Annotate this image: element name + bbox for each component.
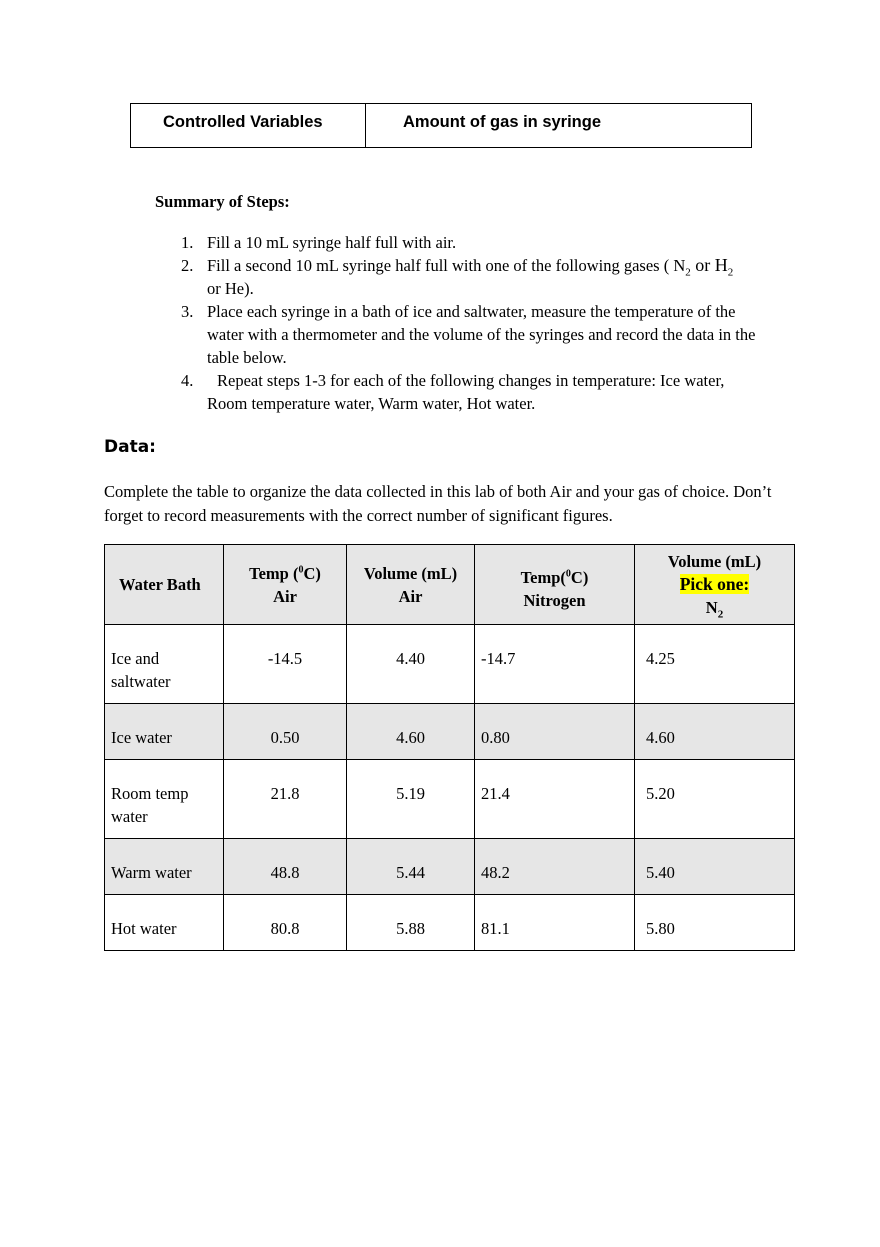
superscript: 0 bbox=[565, 568, 571, 580]
cell-bath: Room temp water bbox=[105, 760, 224, 839]
cell-temp-gas: -14.7 bbox=[475, 625, 635, 704]
header-text: Temp ( bbox=[249, 563, 299, 583]
header-text: Air bbox=[273, 586, 297, 606]
header-text: Nitrogen bbox=[523, 591, 586, 610]
table-row bbox=[105, 839, 795, 895]
data-instructions: Complete the table to organize the data collected in this lab of both Air and your gas of choice. Don’t forget to record measurements with the correct number of significant figures. bbox=[104, 482, 772, 525]
cell-temp-gas: 0.80 bbox=[475, 704, 635, 760]
subscript: 2 bbox=[685, 266, 691, 279]
header-text: Temp( bbox=[520, 568, 566, 587]
step-text: Repeat steps 1-3 for each of the following changes in temperature: Ice water, Room temperature water, Warm water, Hot water. bbox=[207, 371, 725, 413]
controlled-variables-value: Amount of gas in syringe bbox=[403, 113, 602, 131]
step-3 bbox=[181, 300, 766, 369]
step-text: Place each syringe in a bath of ice and saltwater, measure the temperature of the water with a thermometer and the volume of the syringes and record the data in the table below. bbox=[207, 302, 756, 367]
cell-volume-gas: 5.20 bbox=[635, 760, 795, 839]
header-text: Volume (mL) bbox=[667, 552, 762, 571]
cell-temp-gas: 21.4 bbox=[475, 760, 635, 839]
cell-temp-gas: 81.1 bbox=[475, 895, 635, 951]
step-1 bbox=[181, 231, 766, 254]
step-number: 2. bbox=[181, 256, 194, 275]
header-temp-nitrogen bbox=[475, 545, 635, 625]
cell-temp-air: 21.8 bbox=[224, 760, 347, 839]
cell-volume-gas: 5.80 bbox=[635, 895, 795, 951]
cell-volume-air: 5.19 bbox=[347, 760, 475, 839]
cell-bath: Hot water bbox=[105, 895, 224, 951]
cell-volume-air: 5.88 bbox=[347, 895, 475, 951]
step-text-or: or H bbox=[690, 255, 728, 275]
header-text: Air bbox=[398, 586, 423, 606]
table-row bbox=[105, 895, 795, 951]
header-text: C) bbox=[303, 563, 321, 583]
cell-bath: Warm water bbox=[105, 839, 224, 895]
cell-volume-gas: 5.40 bbox=[635, 839, 795, 895]
data-heading: Data: bbox=[104, 437, 156, 457]
header-text: N bbox=[705, 598, 718, 617]
step-text: Fill a second 10 mL syringe half full with one of the following gases ( N bbox=[207, 256, 686, 275]
header-volume-air bbox=[347, 545, 475, 625]
cell-temp-air: -14.5 bbox=[224, 625, 347, 704]
cell-volume-air: 5.44 bbox=[347, 839, 475, 895]
cell-bath: Ice water bbox=[105, 704, 224, 760]
cell-volume-air: 4.60 bbox=[347, 704, 475, 760]
subscript: 2 bbox=[727, 266, 734, 279]
data-table bbox=[104, 544, 795, 951]
table-row bbox=[105, 760, 795, 839]
step-text-end: or He). bbox=[207, 279, 254, 298]
pick-one-highlight: Pick one: bbox=[679, 574, 750, 594]
step-4 bbox=[181, 369, 766, 415]
cell-volume-gas: 4.60 bbox=[635, 704, 795, 760]
header-water-bath: Water Bath bbox=[105, 545, 224, 625]
controlled-variables-label: Controlled Variables bbox=[131, 104, 366, 147]
cell-bath: Ice and saltwater bbox=[105, 625, 224, 704]
subscript: 2 bbox=[717, 608, 724, 621]
cell-volume-air: 4.40 bbox=[347, 625, 475, 704]
header-text: Volume (mL) bbox=[363, 563, 458, 583]
cell-temp-air: 0.50 bbox=[224, 704, 347, 760]
step-number: 4. bbox=[181, 371, 194, 390]
step-text: Fill a 10 mL syringe half full with air. bbox=[207, 233, 457, 252]
header-text: C) bbox=[570, 568, 589, 587]
table-row bbox=[105, 625, 795, 704]
table-row bbox=[105, 704, 795, 760]
table-header-row bbox=[105, 545, 795, 625]
header-volume-gas bbox=[635, 545, 795, 625]
cell-volume-gas: 4.25 bbox=[635, 625, 795, 704]
summary-heading: Summary of Steps: bbox=[155, 192, 290, 211]
step-number: 3. bbox=[181, 302, 194, 321]
cell-temp-air: 48.8 bbox=[224, 839, 347, 895]
controlled-variables-table bbox=[130, 103, 752, 148]
superscript: 0 bbox=[298, 564, 304, 575]
cell-temp-gas: 48.2 bbox=[475, 839, 635, 895]
step-2 bbox=[181, 254, 766, 300]
step-number: 1. bbox=[181, 233, 194, 252]
cell-temp-air: 80.8 bbox=[224, 895, 347, 951]
steps-list bbox=[181, 231, 766, 415]
header-temp-air bbox=[224, 545, 347, 625]
